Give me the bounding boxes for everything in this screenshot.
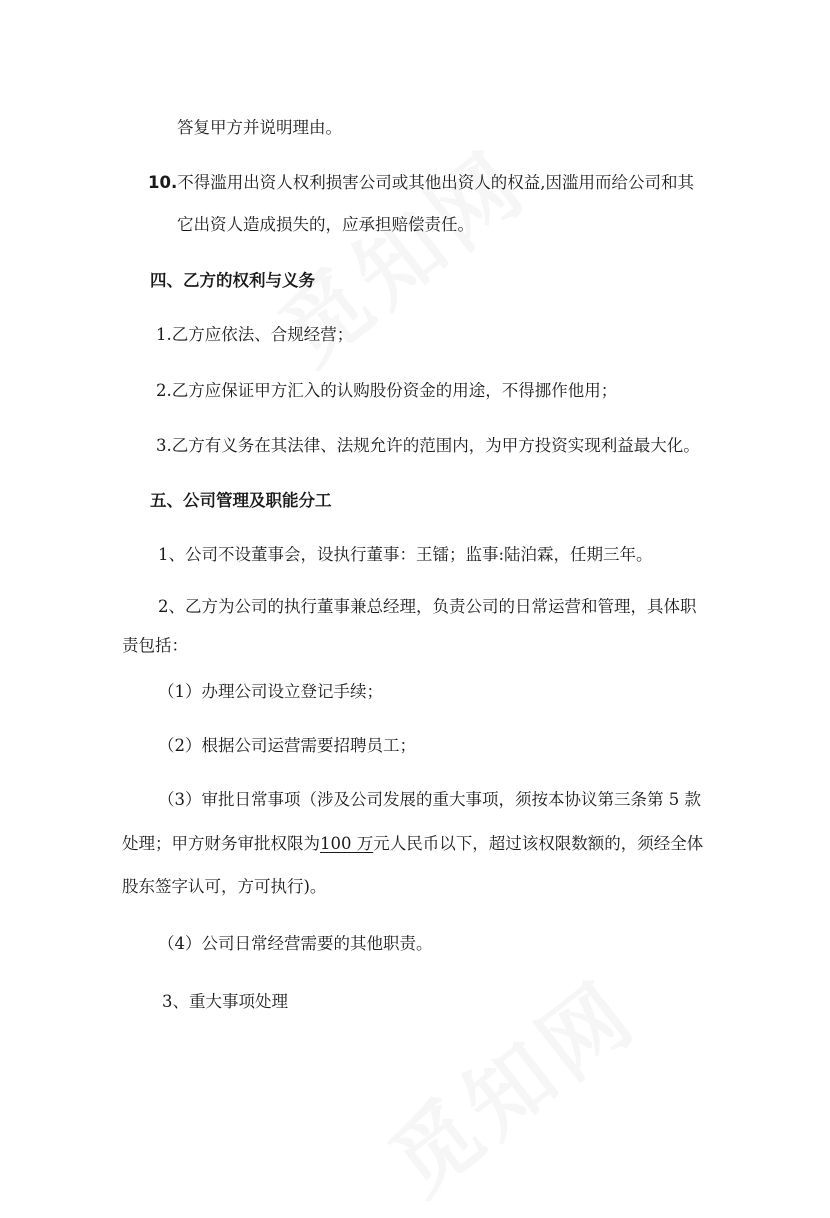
watermark [360,946,659,1217]
paragraph-line: 3.乙方有义务在其法律、法规允许的范围内，为甲方投资实现利益最大化。 [156,436,700,455]
paragraph-line: 股东签字认可，方可执行)。 [122,877,327,896]
text-span: 元人民币以下，超过该权限数额的，须经全体 [373,834,704,853]
paragraph-line: 2、乙方为公司的执行董事兼总经理，负责公司的日常运营和管理，具体职 [158,597,697,616]
paragraph-line: 2.乙方应保证甲方汇入的认购股份资金的用途，不得挪作他用； [156,381,618,400]
item-number: 10. [148,173,178,192]
watermark [250,116,549,387]
paragraph-line: （4）公司日常经营需要的其他职责。 [158,934,433,953]
paragraph-line: 答复甲方并说明理由。 [177,118,342,137]
paragraph-line: 3、重大事项处理 [162,992,288,1011]
list-item-10 [148,172,694,194]
section-heading: 五、公司管理及职能分工 [150,491,332,510]
section-heading: 四、乙方的权利与义务 [150,271,315,290]
paragraph-line: （3）审批日常事项（涉及公司发展的重大事项，须按本协议第三条第 5 款 [158,790,701,809]
paragraph-line: 1、公司不设董事会，设执行董事：王镭；监事:陆泊霖，任期三年。 [158,545,653,564]
paragraph-line: 它出资人造成损失的，应承担赔偿责任。 [177,215,474,234]
paragraph-line: （2）根据公司运营需要招聘员工； [158,736,416,755]
paragraph-line: （1）办理公司设立登记手续； [158,682,383,701]
paragraph-line: 不得滥用出资人权利损害公司或其他出资人的权益,因滥用而给公司和其 [177,173,694,192]
paragraph-line: 责包括： [122,636,188,655]
paragraph-line [122,833,703,855]
paragraph-line: 1.乙方应依法、合规经营； [156,325,354,344]
underlined-amount: 100 万 [320,834,374,853]
text-span: 处理；甲方财务审批权限为 [122,834,320,853]
